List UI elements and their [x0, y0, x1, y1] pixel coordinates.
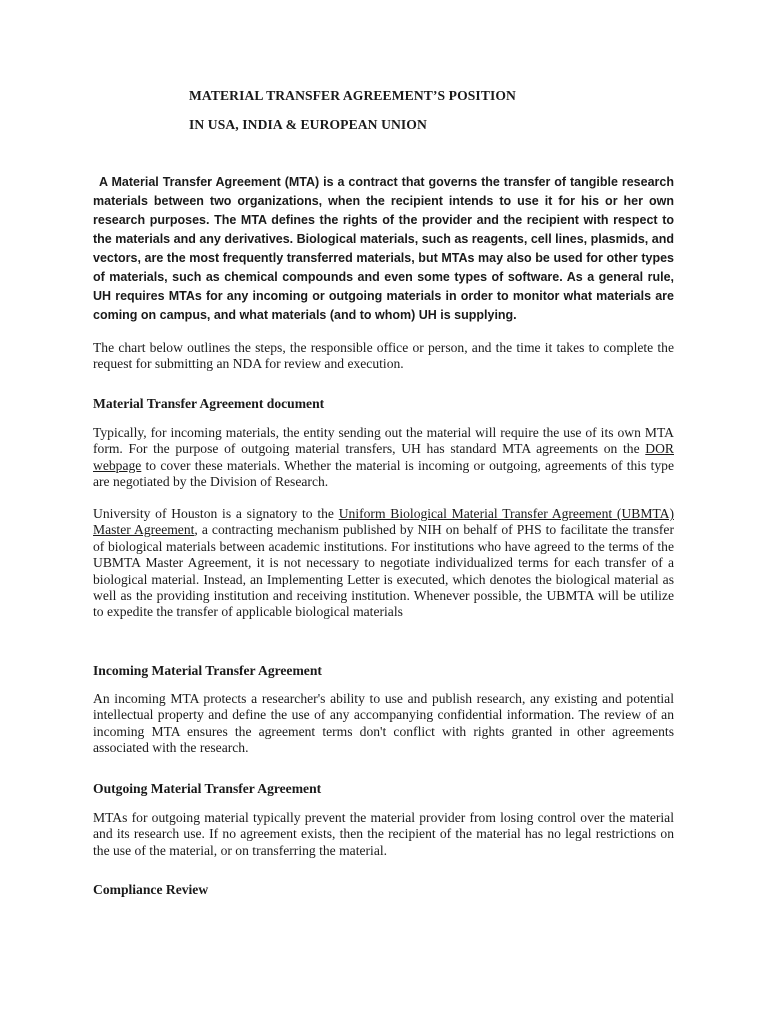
document-title-line-2: IN USA, INDIA & EUROPEAN UNION	[189, 117, 427, 132]
section-heading-incoming-mta: Incoming Material Transfer Agreement	[93, 663, 322, 678]
intro-paragraph: A Material Transfer Agreement (MTA) is a contract that governs the transfer of tangible research materials between two organizations, when the recipient intends to use it for his or her own research purposes. The MTA defines the rights of the provider and the recipient with respect to the materials and any derivatives. Biological materials, such as reagents, cell lines, plasmids, and vectors, are the most frequently transferred materials, but MTAs may also be used for other types of materials, such as chemical compounds and even some types of software. As a general rule, UH requires MTAs for any incoming or outgoing materials in order to monitor what materials are coming on campus, and what materials (and to whom) UH is supplying.	[93, 175, 674, 322]
ubmta-paragraph	[93, 506, 674, 621]
paragraph-text: to cover these materials. Whether the material is incoming or outgoing, agreements of this type are negotiated by the Division of Research.	[93, 457, 674, 490]
ubmta-link[interactable]: Uniform Biological Material Transfer Agreement (UBMTA) Master Agreement	[93, 506, 674, 538]
mta-document-paragraph	[93, 425, 674, 491]
incoming-mta-paragraph: An incoming MTA protects a researcher's ability to use and publish research, any existing and potential intellectual property and define the use of any accompanying confidential information. The review of an incoming MTA ensures the agreement terms don't conflict with rights granted in other agreements associated with the research.	[93, 691, 674, 756]
dor-webpage-link[interactable]: DOR webpage	[93, 441, 674, 473]
paragraph-text: Typically, for incoming materials, the entity sending out the material will require the use of its own MTA form. For the purpose of outgoing material transfers, UH has standard MTA agreements on the	[93, 425, 674, 457]
document-title-line-1: MATERIAL TRANSFER AGREEMENT’S POSITION	[189, 88, 516, 103]
paragraph-text: , a contracting mechanism published by NIH on behalf of PHS to facilitate the transfer of biological materials between academic institutions. For institutions who have agreed to the terms of the UBMTA Master Agreement, it is not necessary to negotiate individualized terms for each transfer of a biological material. Instead, an Implementing Letter is executed, which denotes the biological material as well as the providing institution and receiving institution. Whenever possible, the UBMTA will be utilize to expedite the transfer of applicable biological materials	[93, 522, 674, 620]
paragraph-text: University of Houston is a signatory to the	[93, 506, 339, 521]
section-heading-mta-document: Material Transfer Agreement document	[93, 396, 325, 411]
section-heading-outgoing-mta: Outgoing Material Transfer Agreement	[93, 781, 322, 796]
outgoing-mta-paragraph: MTAs for outgoing material typically prevent the material provider from losing control over the material and its research use. If no agreement exists, then the recipient of the material has no legal restrictions on the use of the material, or on transferring the material.	[93, 810, 674, 858]
section-heading-compliance-review: Compliance Review	[93, 882, 209, 897]
chart-paragraph: The chart below outlines the steps, the responsible office or person, and the time it takes to complete the request for submitting an NDA for review and execution.	[93, 340, 674, 372]
